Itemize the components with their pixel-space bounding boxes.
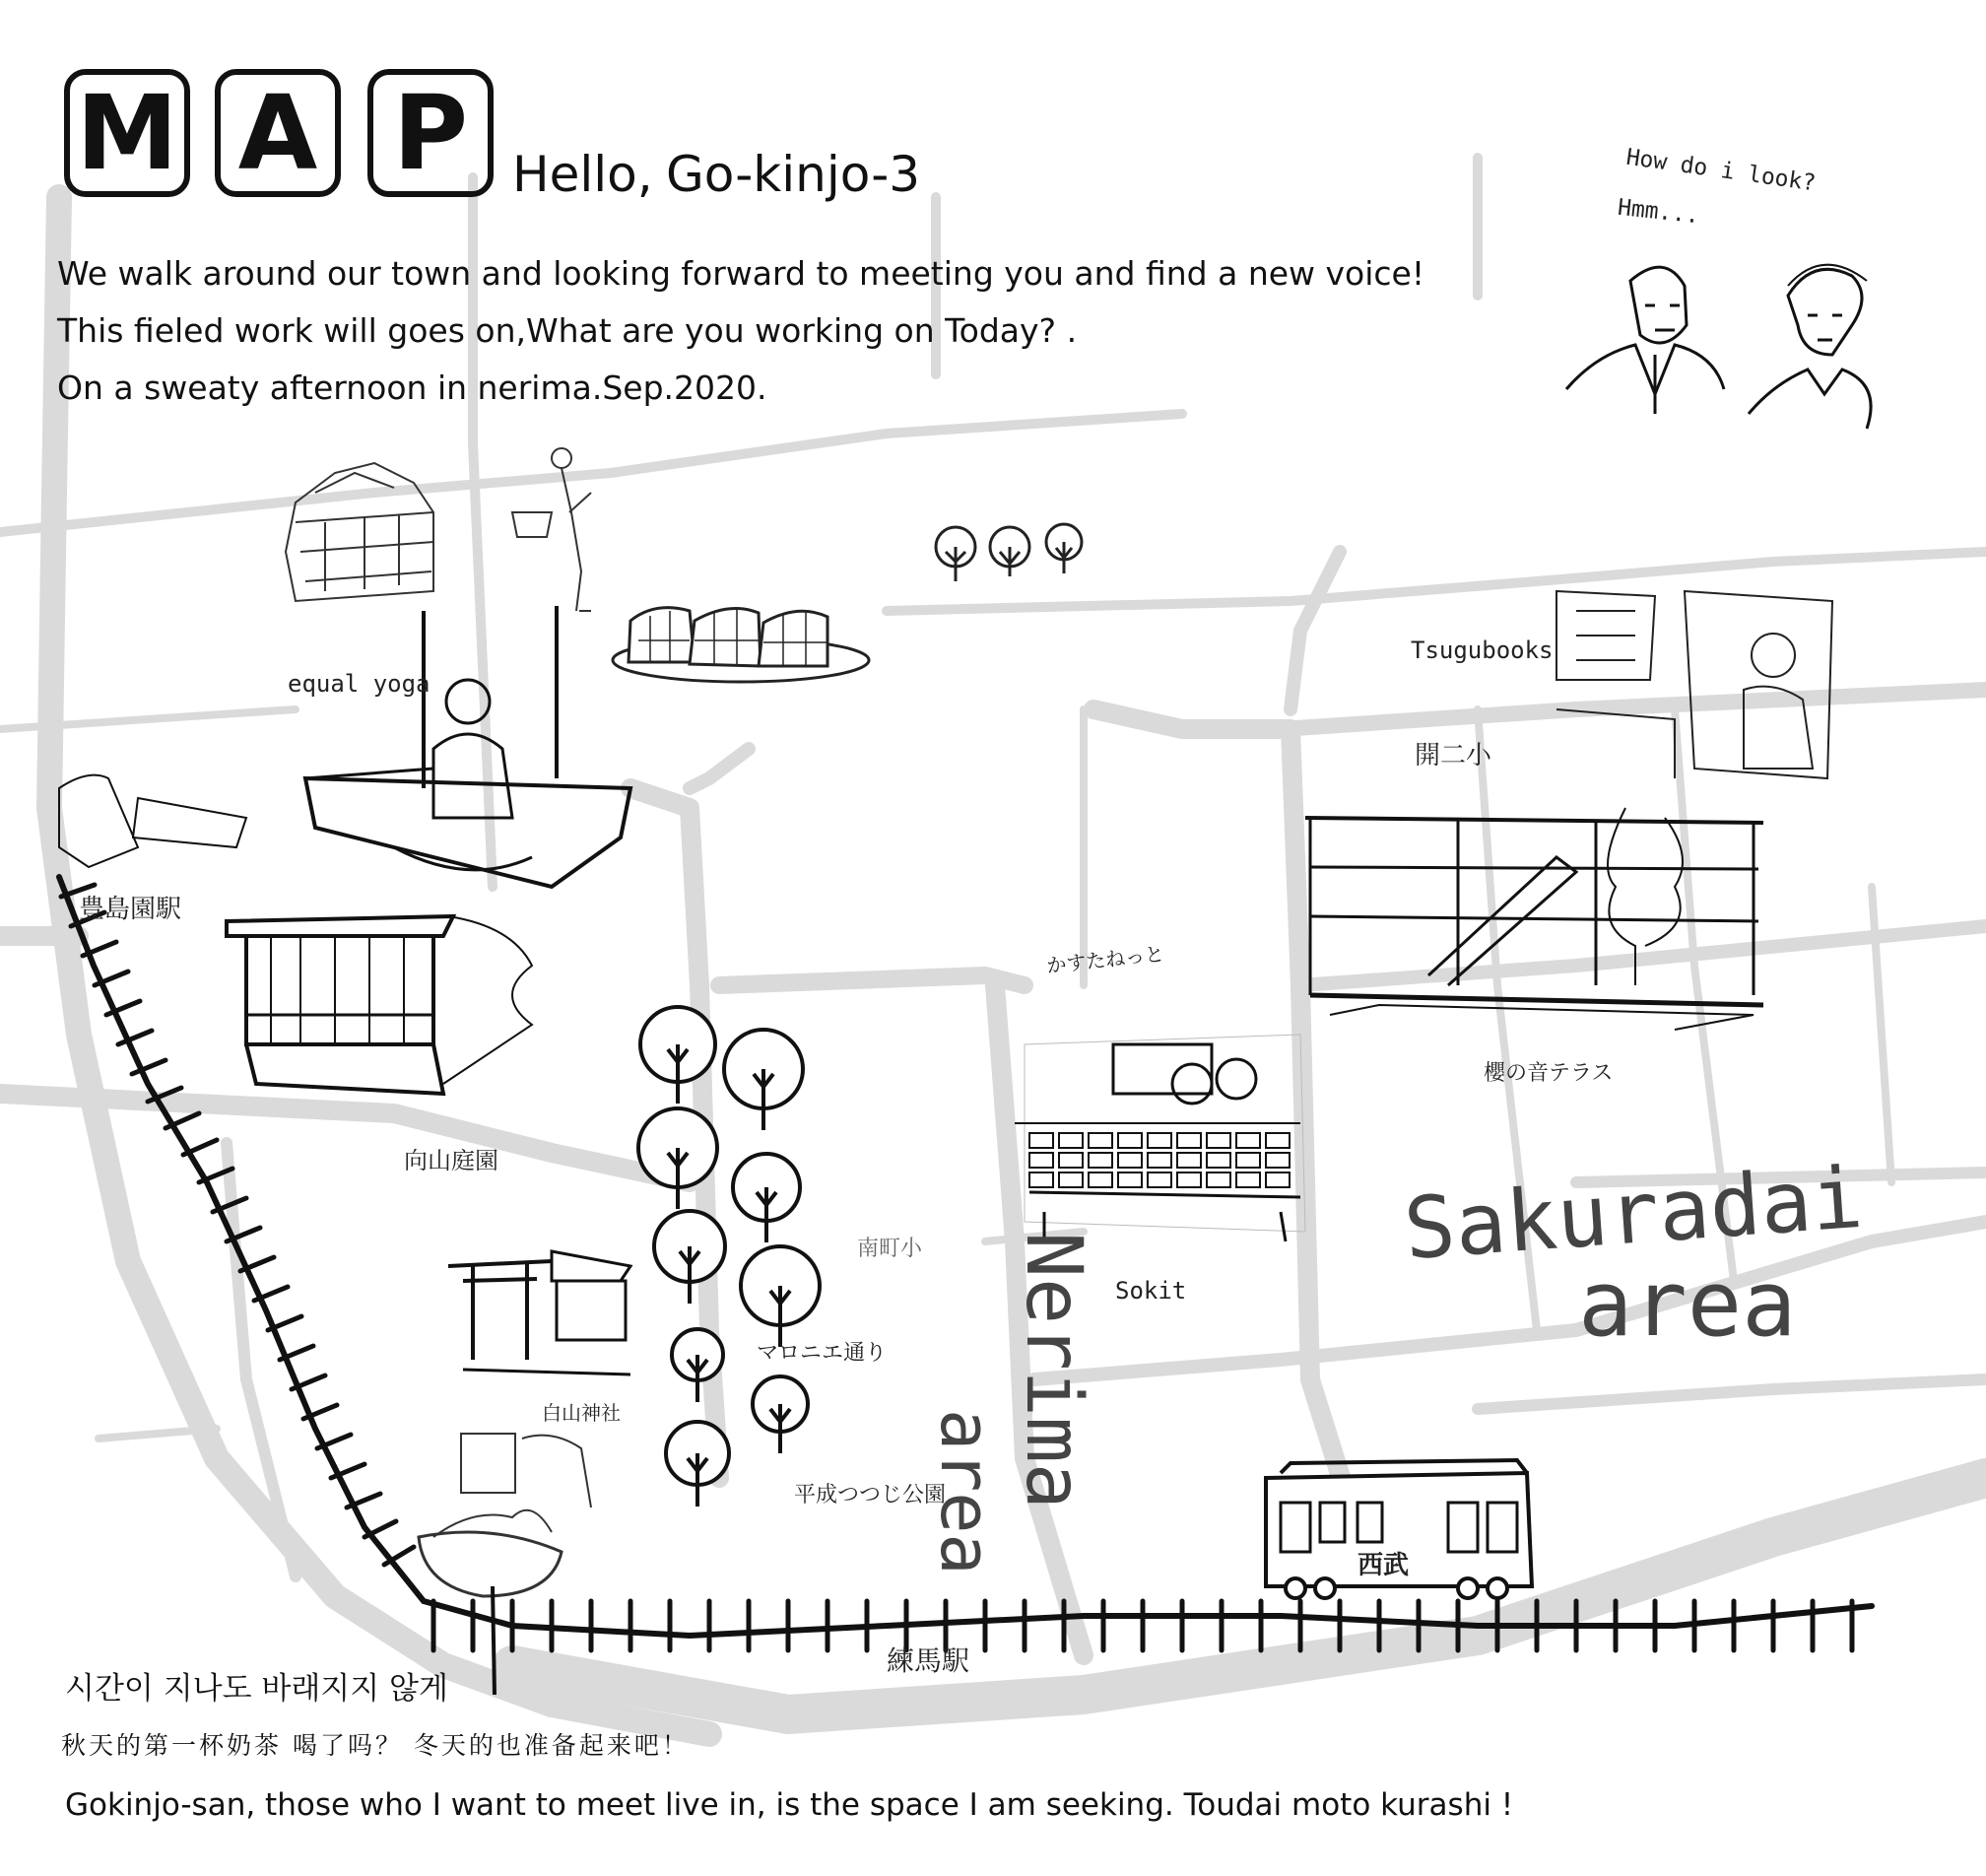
tree-icon [936, 524, 1082, 581]
label-sakuradai-area: area [1578, 1251, 1797, 1357]
sketch-mukoyama-garden [227, 916, 532, 1094]
title-letter-p: P [367, 69, 494, 197]
footer-korean: 시간이 지나도 바래지지 않게 [65, 1671, 448, 1707]
label-nerima: Nerima [1009, 1232, 1097, 1509]
label-sokit: Sokit [1115, 1277, 1187, 1305]
title-letter-m: M [64, 69, 190, 197]
intro-line-2: This fieled work will goes on,What are you working on Today? . [57, 311, 1078, 350]
station-marker [493, 1586, 495, 1695]
sketch-sweet-potato-bowl [419, 1434, 591, 1596]
bread-icon [613, 608, 869, 682]
label-marronnier-street: マロニエ通り [757, 1341, 888, 1366]
speech-line-2: Hmm... [1616, 194, 1701, 230]
label-minamimachi-school: 南町小 [857, 1237, 923, 1261]
label-equal-yoga: equal yoga [288, 670, 430, 698]
label-mukoyama-garden: 向山庭園 [404, 1147, 498, 1174]
label-toshimaen-station: 豊島園駅 [79, 895, 182, 924]
label-train-seibu: 西武 [1357, 1551, 1410, 1580]
label-tsugubooks: Tsugubooks [1411, 636, 1554, 664]
label-heisei-tsutsuji-park: 平成つつじ公園 [794, 1483, 947, 1508]
label-shirayama-shrine: 白山神社 [542, 1401, 621, 1425]
person-sketch-icon [1566, 265, 1871, 429]
footer-english: Gokinjo-san, those who I want to meet live in, is the space I am seeking. Toudai moto kurashi ! [65, 1787, 1514, 1823]
label-nerima-station: 練馬駅 [887, 1644, 970, 1677]
sketch-tsugubooks-interior [1556, 591, 1832, 778]
title-letter-a: A [215, 69, 341, 197]
label-nerima-area: area [925, 1409, 1006, 1575]
sketch-kasuta-net-shop [1015, 1035, 1305, 1241]
label-kaini-school: 開二小 [1415, 741, 1492, 770]
sketch-equal-yoga [59, 606, 630, 887]
label-kasuta-net: かすたねっと [1045, 941, 1166, 978]
title-hello: Hello, [512, 146, 653, 203]
intro-line-3: On a sweaty afternoon in nerima.Sep.2020. [57, 368, 767, 407]
speech-line-1: How do i look? [1624, 144, 1818, 197]
intro-line-1: We walk around our town and looking forward to meeting you and find a new voice! [57, 254, 1425, 293]
torii-gate-icon [448, 1251, 630, 1374]
label-sakura-terrace: 櫻の音テラス [1484, 1061, 1614, 1086]
footer-chinese: 秋天的第一杯奶茶 喝了吗？ 冬天的也准备起来吧！ [61, 1731, 690, 1760]
sketch-building-toshimaen [286, 463, 433, 601]
label-sakuradai: Sakuradai [1401, 1148, 1866, 1280]
tree-icon [638, 1007, 820, 1507]
page-title: Go-kinjo-3 [666, 146, 921, 203]
